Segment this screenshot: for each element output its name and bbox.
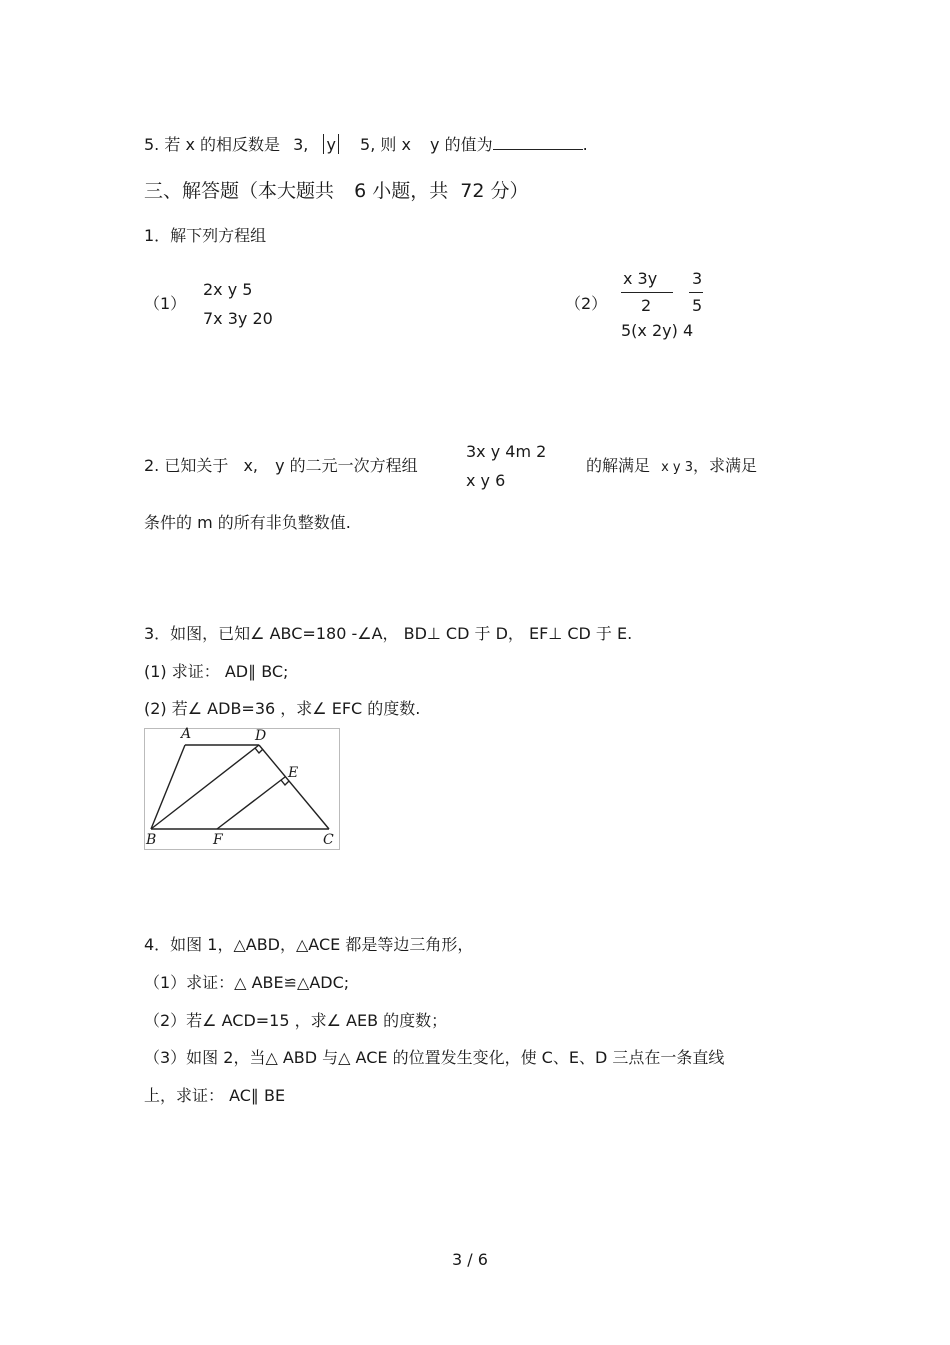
segment-fe <box>217 777 285 829</box>
fraction-1-denominator: 2 <box>641 296 652 315</box>
problem-2-eq-a: 3x y 4m 2 <box>466 442 547 461</box>
problem-4-line-5: 上，求证： AC∥ BE <box>144 1086 286 1105</box>
problem-2-line-2: 条件的 m 的所有非负整数值. <box>144 513 351 532</box>
label-f: F <box>213 832 223 848</box>
q5-line: 5. 若 x 的相反数是 3, y 5, 则 x y 的值为 . <box>144 135 588 154</box>
segment-dc <box>259 745 329 829</box>
label-a: A <box>181 726 192 742</box>
problem-1-label-1: （1） <box>144 294 187 313</box>
abs-bar-left <box>323 134 324 154</box>
fraction-2-denominator: 5 <box>692 296 703 315</box>
problem-4-line-4: （3）如图 2，当△ ABD 与△ ACE 的位置发生变化，使 C、E、D 三点在一条直线 <box>144 1048 725 1067</box>
label-d: D <box>255 728 267 744</box>
problem-4-line-3: （2）若∠ ACD=15 ，求∠ AEB 的度数； <box>144 1011 448 1030</box>
label-b: B <box>146 832 157 848</box>
q5-number: 5. <box>144 135 160 154</box>
page-number: 3 / 6 <box>452 1250 488 1269</box>
label-e: E <box>288 765 299 781</box>
segment-bd <box>151 745 259 829</box>
answer-blank[interactable] <box>493 135 583 150</box>
system-1-eq-a: 2x y 5 <box>203 280 253 299</box>
system-2-eq-b: 5(x 2y) 4 <box>621 321 694 340</box>
fraction-1-numerator: x 3y <box>623 269 658 288</box>
problem-3-line-3: (2) 若∠ ADB=36 ，求∠ EFC 的度数. <box>144 699 421 718</box>
fraction-2-bar <box>689 292 703 293</box>
problem-3-line-1: 3．如图，已知∠ ABC=180 -∠A， BD⊥ CD 于 D， EF⊥ CD 于 E. <box>144 624 633 643</box>
problem-1-title: 1．解下列方程组 <box>144 226 267 245</box>
fraction-2-numerator: 3 <box>692 269 703 288</box>
system-1-eq-b: 7x 3y 20 <box>203 309 273 328</box>
problem-2-line-1: 2. 已知关于 x, y 的二元一次方程组 <box>144 456 418 475</box>
fraction-1-bar <box>621 292 673 293</box>
geometry-diagram <box>145 726 339 849</box>
problem-4-line-1: 4．如图 1，△ABD，△ACE 都是等边三角形， <box>144 935 474 954</box>
abs-bar-right <box>338 134 339 154</box>
problem-3-line-2: (1) 求证： AD∥ BC; <box>144 662 289 681</box>
problem-3-figure <box>144 728 340 850</box>
problem-1-label-2: （2） <box>565 294 608 313</box>
label-c: C <box>323 832 334 848</box>
problem-4-line-2: （1）求证：△ ABE≌△ADC; <box>144 973 350 992</box>
problem-2-line-1-end: 的解满足 x y 3，求满足 <box>586 456 758 475</box>
section-heading: 三、解答题（本大题共 6 小题，共 72 分） <box>144 180 529 202</box>
problem-2-eq-b: x y 6 <box>466 471 506 490</box>
